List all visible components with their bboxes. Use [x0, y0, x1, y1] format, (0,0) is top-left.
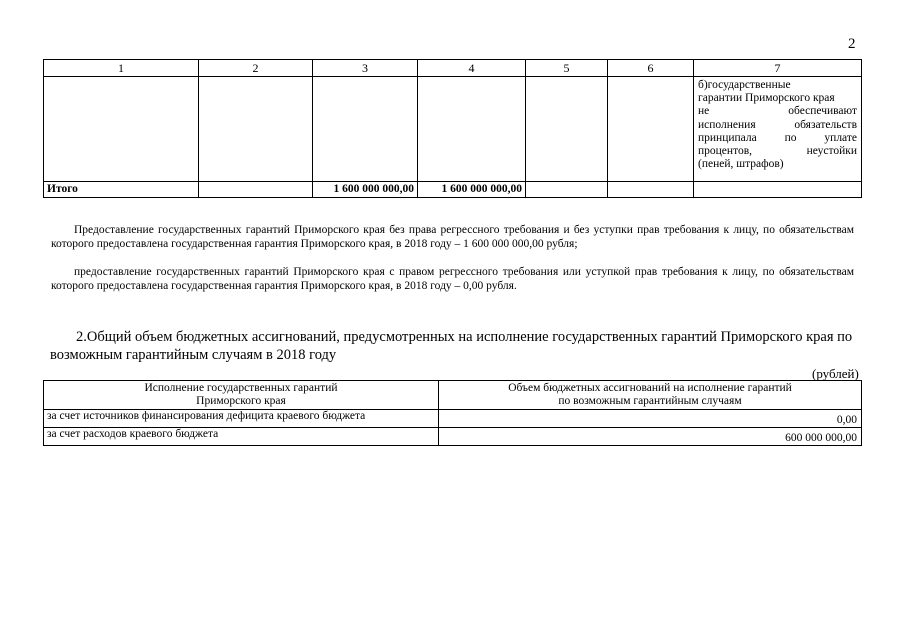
- section-title: 2.Общий объем бюджетных ассигнований, предусмотренных на исполнение государственных гарантий Приморского края по возможным гарантийным случаям в 2018 году: [50, 329, 853, 363]
- column-number-6: 6: [608, 60, 694, 77]
- table-header-row: [44, 60, 862, 77]
- row-value: 0,00: [439, 410, 862, 428]
- table-header-row: [44, 381, 862, 410]
- total-col3-value: 1 600 000 000,00: [313, 182, 418, 198]
- table-cell: [694, 182, 862, 198]
- column-number-4: 4: [418, 60, 526, 77]
- table-cell: [44, 77, 199, 182]
- column-number-5: 5: [526, 60, 608, 77]
- units-label: (рублей): [812, 366, 859, 381]
- condition-line: процентов, неустойки: [698, 145, 857, 158]
- table-cell: [526, 77, 608, 182]
- condition-line: гарантии Приморского края: [698, 92, 835, 105]
- header-line: Приморского края: [196, 395, 286, 407]
- condition-line: не обеспечивают: [698, 105, 857, 118]
- condition-line: (пеней, штрафов): [698, 158, 784, 171]
- header-line: Объем бюджетных ассигнований на исполнение гарантий: [508, 382, 792, 394]
- column-number-7: 7: [694, 60, 862, 77]
- guarantees-table: [43, 59, 862, 198]
- column-number-3: 3: [313, 60, 418, 77]
- table-cell: [199, 77, 313, 182]
- condition-line: принципала по уплате: [698, 131, 857, 144]
- header-execution: [44, 381, 439, 410]
- table-row: [44, 77, 862, 182]
- paragraph-with-regress: предоставление государственных гарантий Приморского края с правом регрессного требования или уступкой прав требования к лицу, по обязательствам которого предоставлена государственная гарантия Приморского края, в 2018 году – 0,00 рубля.: [51, 266, 854, 292]
- header-volume: [439, 381, 862, 410]
- table-row: [44, 428, 862, 446]
- condition-line: б)государственные: [698, 79, 791, 91]
- table-row: [44, 410, 862, 428]
- total-row: [44, 182, 862, 198]
- table-cell: [526, 182, 608, 198]
- total-col4-value: 1 600 000 000,00: [418, 182, 526, 198]
- total-label: Итого: [44, 182, 199, 198]
- condition-line: исполнения обязательств: [698, 118, 857, 131]
- row-label: за счет расходов краевого бюджета: [44, 428, 439, 446]
- guarantee-condition-cell: [694, 77, 862, 182]
- table-cell: [418, 77, 526, 182]
- paragraph-without-regress: Предоставление государственных гарантий Приморского края без права регрессного требования и без уступки прав требования к лицу, по обязательствам которого предоставлена государственная гарантия Приморского края, в 2018 году – 1 600 000 000,00 рубля;: [51, 224, 854, 250]
- page-number: 2: [848, 36, 856, 52]
- row-value: 600 000 000,00: [439, 428, 862, 446]
- column-number-2: 2: [199, 60, 313, 77]
- table-cell: [608, 182, 694, 198]
- budget-allocations-table: [43, 380, 862, 446]
- row-label: за счет источников финансирования дефицита краевого бюджета: [44, 410, 439, 428]
- column-number-1: 1: [44, 60, 199, 77]
- table-cell: [199, 182, 313, 198]
- header-line: Исполнение государственных гарантий: [144, 382, 338, 394]
- table-cell: [608, 77, 694, 182]
- header-line: по возможным гарантийным случаям: [558, 395, 742, 407]
- table-cell: [313, 77, 418, 182]
